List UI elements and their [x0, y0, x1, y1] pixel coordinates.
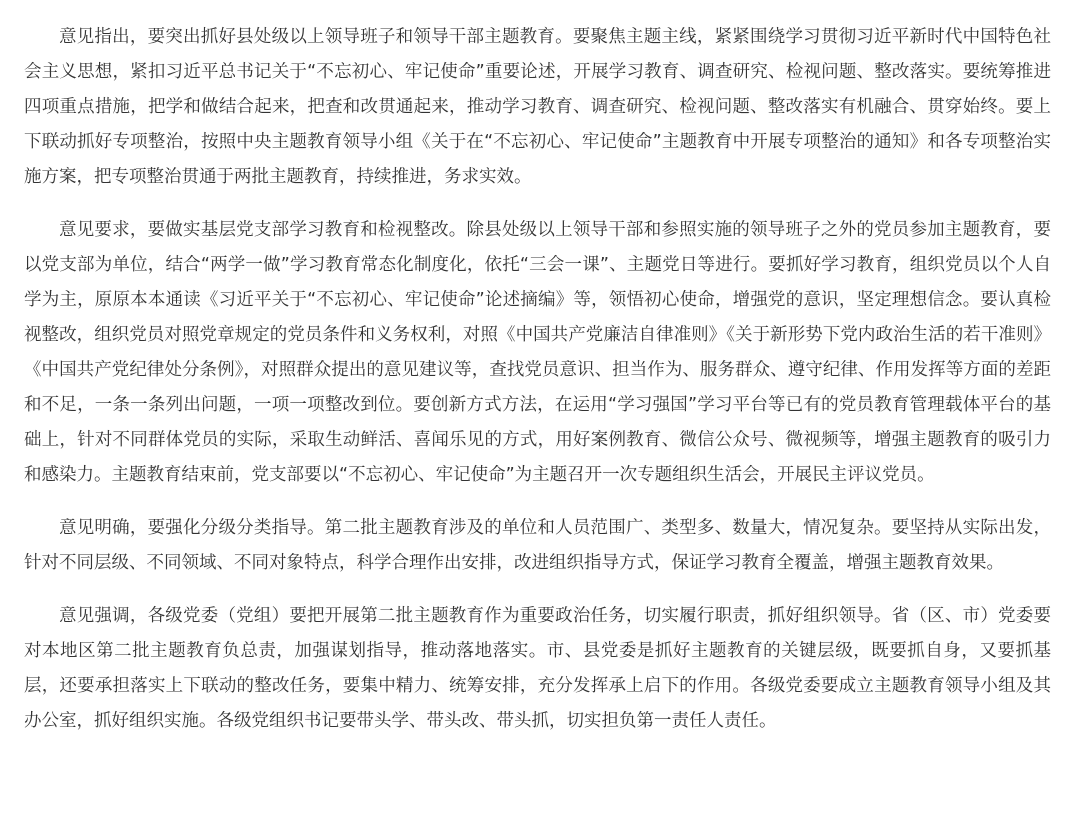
- paragraph-2: 意见要求，要做实基层党支部学习教育和检视整改。除县处级以上领导干部和参照实施的领导班子之外的党员参加主题教育，要以党支部为单位，结合“两学一做”学习教育常态化制度化，依托“三会一课”、主题党日等进行。要抓好学习教育，组织党员以个人自学为主，原原本本通读《习近平关于“不忘初心、牢记使命”论述摘编》等，领悟初心使命，增强党的意识，坚定理想信念。要认真检视整改，组织党员对照党章规定的党员条件和义务权利，对照《中国共产党廉洁自律准则》《关于新形势下党内政治生活的若干准则》《中国共产党纪律处分条例》，对照群众提出的意见建议等，查找党员意识、担当作为、服务群众、遵守纪律、作用发挥等方面的差距和不足，一条一条列出问题，一项一项整改到位。要创新方式方法，在运用“学习强国”学习平台等已有的党员教育管理载体平台的基础上，针对不同群体党员的实际，采取生动鲜活、喜闻乐见的方式，用好案例教育、微信公众号、微视频等，增强主题教育的吸引力和感染力。主题教育结束前，党支部要以“不忘初心、牢记使命”为主题召开一次专题组织生活会，开展民主评议党员。: [24, 220, 1051, 485]
- paragraph-4: 意见强调，各级党委（党组）要把开展第二批主题教育作为重要政治任务，切实履行职责，抓好组织领导。省（区、市）党委要对本地区第二批主题教育负总责，加强谋划指导，推动落地落实。市、县党委是抓好主题教育的关键层级，既要抓自身，又要抓基层，还要承担落实上下联动的整改任务，要集中精力、统筹安排，充分发挥承上启下的作用。各级党委要成立主题教育领导小组及其办公室，抓好组织实施。各级党组织书记要带头学、带头改、带头抓，切实担负第一责任人责任。: [24, 606, 1051, 731]
- paragraph-1: 意见指出，要突出抓好县处级以上领导班子和领导干部主题教育。要聚焦主题主线，紧紧围绕学习贯彻习近平新时代中国特色社会主义思想，紧扣习近平总书记关于“不忘初心、牢记使命”重要论述，开展学习教育、调查研究、检视问题、整改落实。要统筹推进四项重点措施，把学和做结合起来，把查和改贯通起来，推动学习教育、调查研究、检视问题、整改落实有机融合、贯穿始终。要上下联动抓好专项整治，按照中央主题教育领导小组《关于在“不忘初心、牢记使命”主题教育中开展专项整治的通知》和各专项整治实施方案，把专项整治贯通于两批主题教育，持续推进，务求实效。: [24, 27, 1051, 187]
- paragraph-3: 意见明确，要强化分级分类指导。第二批主题教育涉及的单位和人员范围广、类型多、数量大，情况复杂。要坚持从实际出发，针对不同层级、不同领域、不同对象特点，科学合理作出安排，改进组织指导方式，保证学习教育全覆盖，增强主题教育效果。: [24, 518, 1051, 573]
